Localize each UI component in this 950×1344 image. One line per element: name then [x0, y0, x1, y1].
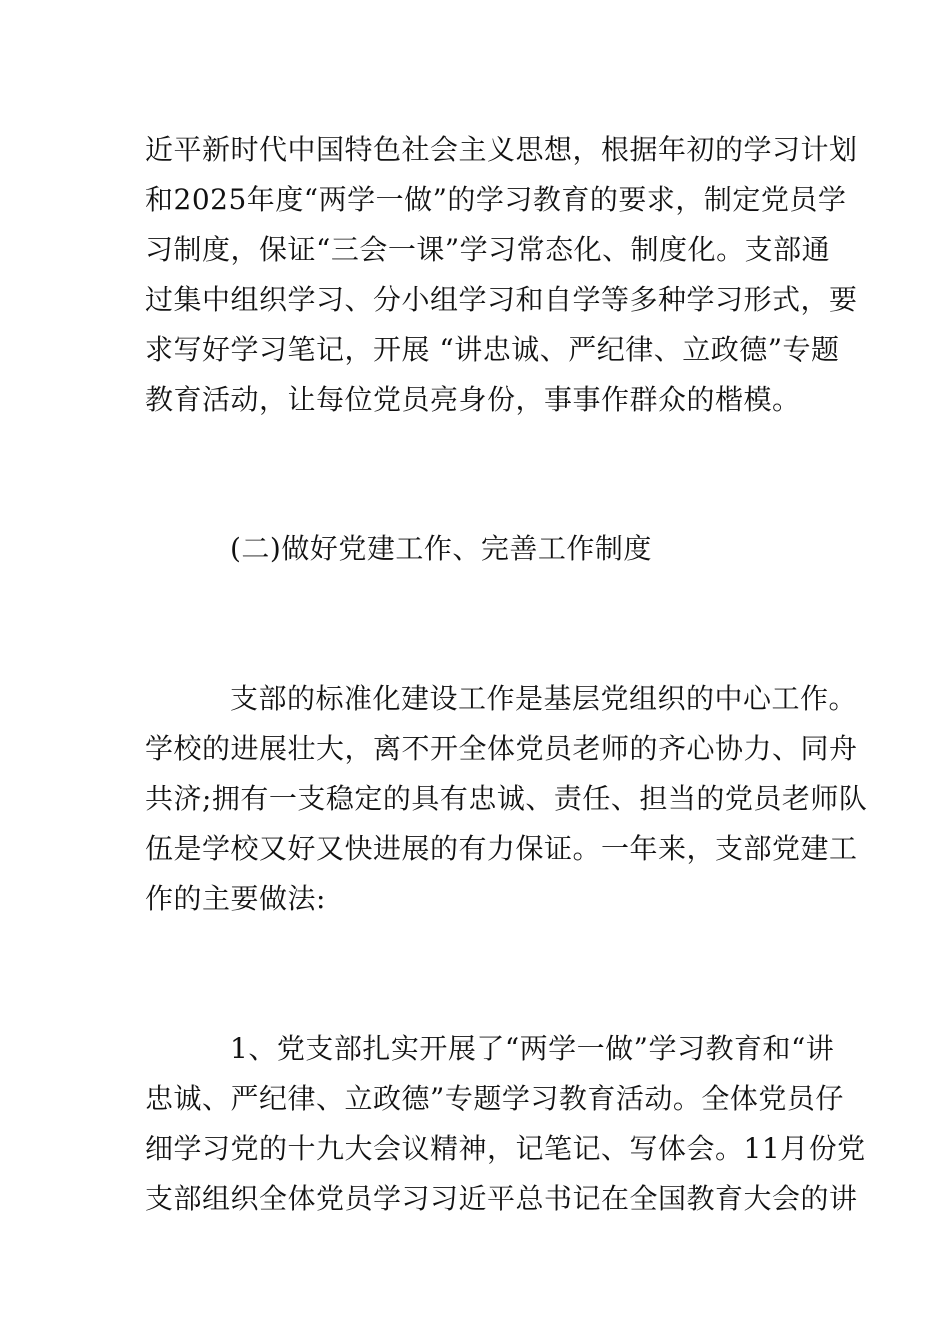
paragraph-3-line-3: 细学习党的十九大会议精神，记笔记、写体会。11月份党 — [145, 1132, 866, 1165]
paragraph-1-line-4: 过集中组织学习、分小组学习和自学等多种学习形式，要 — [145, 283, 858, 316]
paragraph-1-line-5: 求写好学习笔记，开展 “讲忠诚、严纪律、立政德”专题 — [145, 333, 840, 366]
paragraph-1-line-6: 教育活动，让每位党员亮身份，事事作群众的楷模。 — [145, 383, 801, 416]
paragraph-3-line-4: 支部组织全体党员学习习近平总书记在全国教育大会的讲 — [145, 1182, 858, 1215]
paragraph-2-line-5: 作的主要做法: — [145, 882, 326, 915]
paragraph-3-line-2: 忠诚、严纪律、立政德”专题学习教育活动。全体党员仔 — [145, 1082, 844, 1115]
paragraph-1-line-1: 近平新时代中国特色社会主义思想，根据年初的学习计划 — [145, 133, 858, 166]
paragraph-2-line-4: 伍是学校又好又快进展的有力保证。一年来，支部党建工 — [145, 832, 858, 865]
paragraph-1-line-2: 和2025年度“两学一做”的学习教育的要求，制定党员学 — [145, 183, 847, 216]
paragraph-2-line-3: 共济;拥有一支稳定的具有忠诚、责任、担当的党员老师队 — [145, 782, 868, 815]
section-heading: (二)做好党建工作、完善工作制度 — [230, 532, 652, 565]
paragraph-2-line-1: 支部的标准化建设工作是基层党组织的中心工作。 — [230, 682, 858, 715]
paragraph-2-line-2: 学校的进展壮大，离不开全体党员老师的齐心协力、同舟 — [145, 732, 858, 765]
paragraph-3-line-1: 1、党支部扎实开展了“两学一做”学习教育和“讲 — [230, 1032, 835, 1065]
paragraph-1-line-3: 习制度，保证“三会一课”学习常态化、制度化。支部通 — [145, 233, 831, 266]
